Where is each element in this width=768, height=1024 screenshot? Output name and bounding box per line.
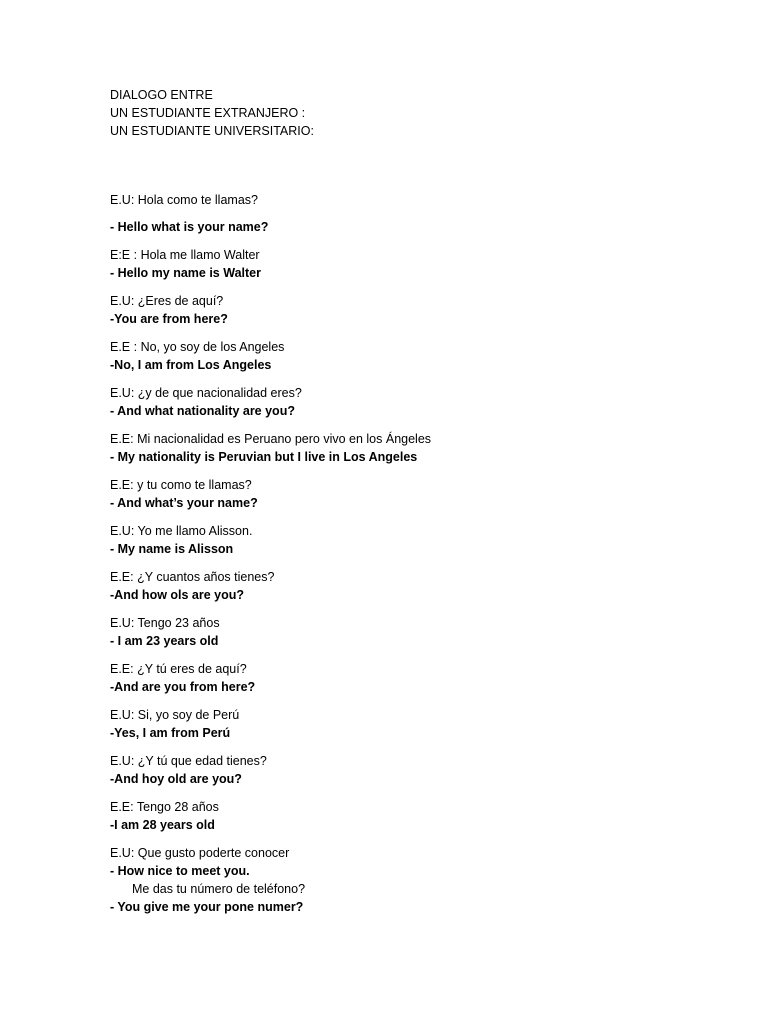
dialog-exchange	[110, 384, 670, 420]
dialog-exchange	[110, 430, 670, 466]
spanish-line: E.U: ¿Y tú que edad tienes?	[110, 754, 267, 768]
spanish-line: E.U: Si, yo soy de Perú	[110, 708, 240, 722]
english-line: - My nationality is Peruvian but I live in Los Angeles	[110, 450, 418, 464]
english-line: - And what’s your name?	[110, 496, 258, 510]
dialog-body	[110, 191, 670, 916]
dialog-exchange	[110, 798, 670, 834]
english-line: -And are you from here?	[110, 680, 256, 694]
english-line: - And what nationality are you?	[110, 404, 295, 418]
english-line: - Hello what is your name?	[110, 220, 269, 234]
spanish-line: E.E: y tu como te llamas?	[110, 478, 252, 492]
english-line: -You are from here?	[110, 312, 228, 326]
spanish-line: Me das tu número de teléfono?	[132, 882, 306, 896]
english-line: -I am 28 years old	[110, 818, 215, 832]
spanish-line: E.E: Mi nacionalidad es Peruano pero vivo en los Ángeles	[110, 432, 432, 446]
document-header	[110, 86, 314, 140]
english-line: - You give me your pone numer?	[110, 900, 304, 914]
spanish-line: E:E : Hola me llamo Walter	[110, 248, 260, 262]
spanish-line: E.E: ¿Y tú eres de aquí?	[110, 662, 247, 676]
english-line: - I am 23 years old	[110, 634, 219, 648]
dialog-exchange	[110, 338, 670, 374]
english-line: -And how ols are you?	[110, 588, 245, 602]
english-line: - My name is Alisson	[110, 542, 234, 556]
spanish-line: E.U: Que gusto poderte conocer	[110, 846, 290, 860]
dialog-exchange	[110, 752, 670, 788]
spanish-line: E.E: ¿Y cuantos años tienes?	[110, 570, 275, 584]
header-line: UN ESTUDIANTE UNIVERSITARIO:	[110, 124, 314, 138]
dialog-exchange	[110, 246, 670, 282]
spanish-line: E.U: ¿y de que nacionalidad eres?	[110, 386, 302, 400]
spanish-line: E.E: Tengo 28 años	[110, 800, 219, 814]
dialog-exchange	[110, 191, 670, 236]
spanish-line: E.U: Hola como te llamas?	[110, 193, 258, 207]
dialog-exchange	[110, 660, 670, 696]
dialog-exchange	[110, 568, 670, 604]
english-line: -Yes, I am from Perú	[110, 726, 231, 740]
spanish-line: E.U: Tengo 23 años	[110, 616, 220, 630]
spanish-line: E.U: ¿Eres de aquí?	[110, 294, 224, 308]
english-line: -No, I am from Los Angeles	[110, 358, 272, 372]
english-line: - How nice to meet you.	[110, 864, 250, 878]
dialog-exchange	[110, 522, 670, 558]
header-line: UN ESTUDIANTE EXTRANJERO :	[110, 106, 306, 120]
header-line: DIALOGO ENTRE	[110, 88, 213, 102]
dialog-exchange	[110, 706, 670, 742]
english-line: - Hello my name is Walter	[110, 266, 261, 280]
dialog-exchange	[110, 476, 670, 512]
dialog-exchange	[110, 844, 670, 916]
dialog-exchange	[110, 614, 670, 650]
spanish-line: E.E : No, yo soy de los Angeles	[110, 340, 285, 354]
spanish-line: E.U: Yo me llamo Alisson.	[110, 524, 253, 538]
dialog-exchange	[110, 292, 670, 328]
english-line: -And hoy old are you?	[110, 772, 242, 786]
